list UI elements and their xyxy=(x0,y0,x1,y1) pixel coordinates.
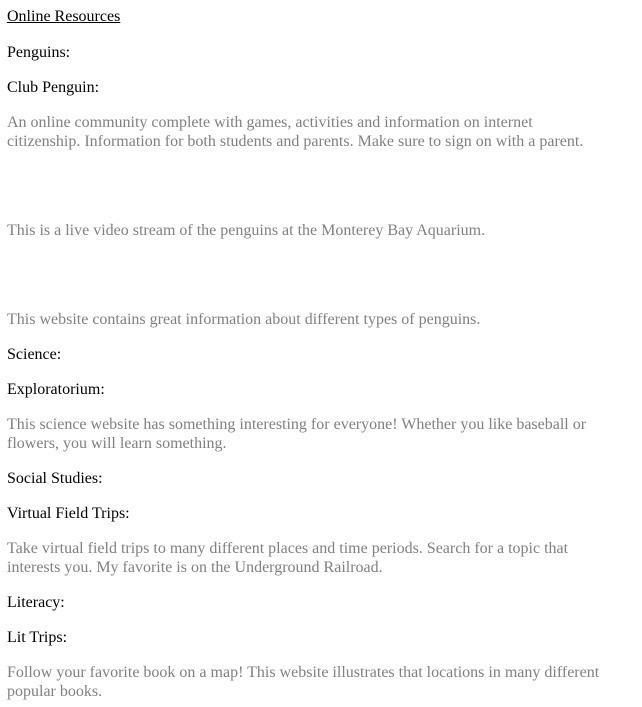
resource-name-lit-trips[interactable]: Lit Trips: xyxy=(7,629,68,646)
section-heading-science: Science: xyxy=(7,346,62,363)
section-heading-literacy: Literacy: xyxy=(7,594,65,611)
resource-desc-virtual-field-trips-line-1: Take virtual field trips to many different places and time periods. Search for a topic that xyxy=(7,540,569,557)
resource-desc-club-penguin-line-2: citizenship. Information for both students and parents. Make sure to sign on with a parent. xyxy=(7,133,584,150)
resource-desc-penguin-types: This website contains great information about different types of penguins. xyxy=(7,311,481,328)
section-heading-social-studies: Social Studies: xyxy=(7,470,103,487)
resource-desc-lit-trips-line-2: popular books. xyxy=(7,683,103,700)
resource-desc-exploratorium-line-2: flowers, you will learn something. xyxy=(7,435,227,452)
resource-desc-exploratorium-line-1: This science website has something interesting for everyone! Whether you like baseball or xyxy=(7,416,587,433)
resource-name-club-penguin[interactable]: Club Penguin: xyxy=(7,79,100,96)
resource-name-virtual-field-trips[interactable]: Virtual Field Trips: xyxy=(7,505,130,522)
resource-desc-club-penguin-line-1: An online community complete with games, activities and information on internet xyxy=(7,114,533,131)
page-title[interactable]: Online Resources xyxy=(7,8,121,25)
resource-desc-aquarium-stream: This is a live video stream of the penguins at the Monterey Bay Aquarium. xyxy=(7,222,486,239)
resource-name-exploratorium[interactable]: Exploratorium: xyxy=(7,381,105,398)
resource-desc-virtual-field-trips-line-2: interests you. My favorite is on the Underground Railroad. xyxy=(7,559,383,576)
section-heading-penguins: Penguins: xyxy=(7,44,71,61)
resource-desc-lit-trips-line-1: Follow your favorite book on a map! This website illustrates that locations in many different xyxy=(7,664,600,681)
